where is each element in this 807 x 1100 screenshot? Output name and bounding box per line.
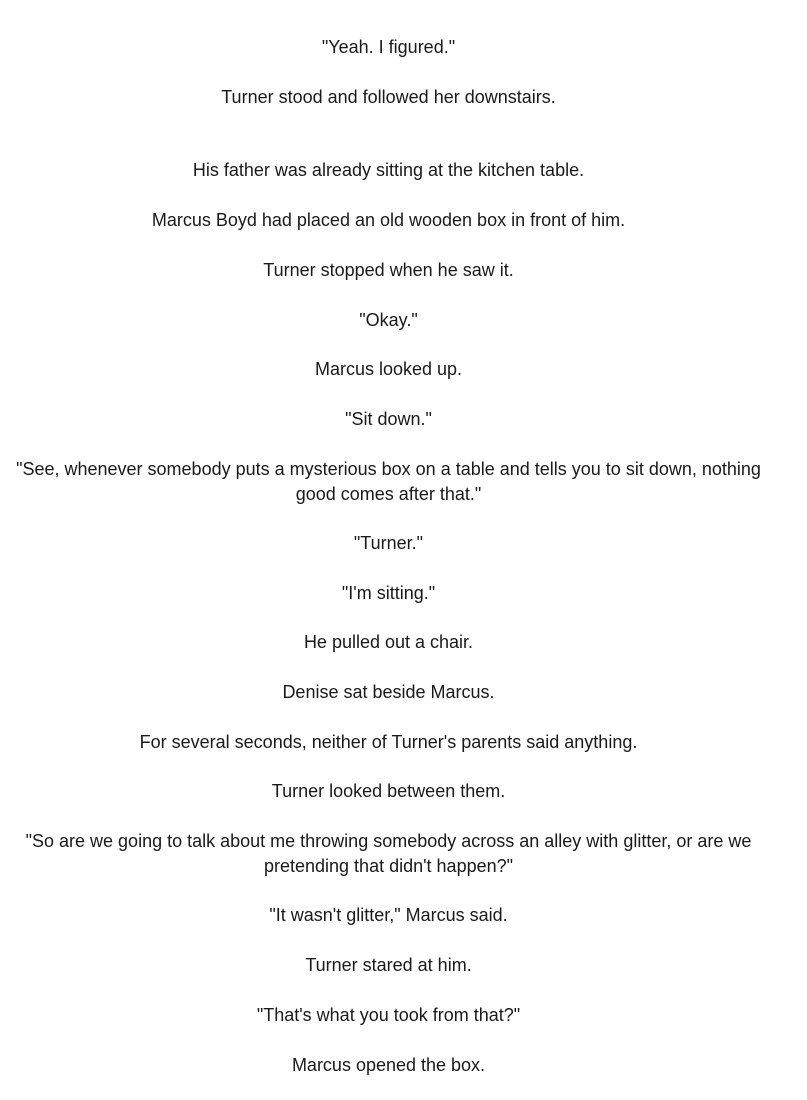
paragraph: Turner stopped when he saw it. <box>263 260 514 280</box>
paragraph: "That's what you took from that?" <box>256 1005 521 1025</box>
paragraph: "I'm sitting." <box>341 583 436 603</box>
paragraph: "Okay." <box>359 310 418 330</box>
paragraph: Marcus Boyd had placed an old wooden box in front of him. <box>151 210 626 230</box>
paragraph: "Yeah. I figured." <box>321 37 456 57</box>
paragraph: Turner looked between them. <box>271 781 506 801</box>
paragraph: Denise sat beside Marcus. <box>282 682 495 702</box>
paragraph: Turner stared at him. <box>305 955 472 975</box>
paragraph: Marcus looked up. <box>314 359 463 379</box>
paragraph: Marcus opened the box. <box>291 1055 486 1075</box>
paragraph: "Turner." <box>353 533 424 553</box>
paragraph: "Sit down." <box>345 409 432 429</box>
paragraph: He pulled out a chair. <box>303 632 474 652</box>
paragraph: His father was already sitting at the kitchen table. <box>192 160 585 180</box>
paragraph: "It wasn't glitter," Marcus said. <box>269 905 508 925</box>
paragraph: Turner stood and followed her downstairs. <box>221 87 556 107</box>
paragraph: "So are we going to talk about me throwing somebody across an alley with glitter, or are we pretending that didn't happen?" <box>25 831 752 876</box>
paragraph: "See, whenever somebody puts a mysterious box on a table and tells you to sit down, nothing good comes after that." <box>16 459 761 504</box>
paragraph: For several seconds, neither of Turner's parents said anything. <box>139 732 638 752</box>
